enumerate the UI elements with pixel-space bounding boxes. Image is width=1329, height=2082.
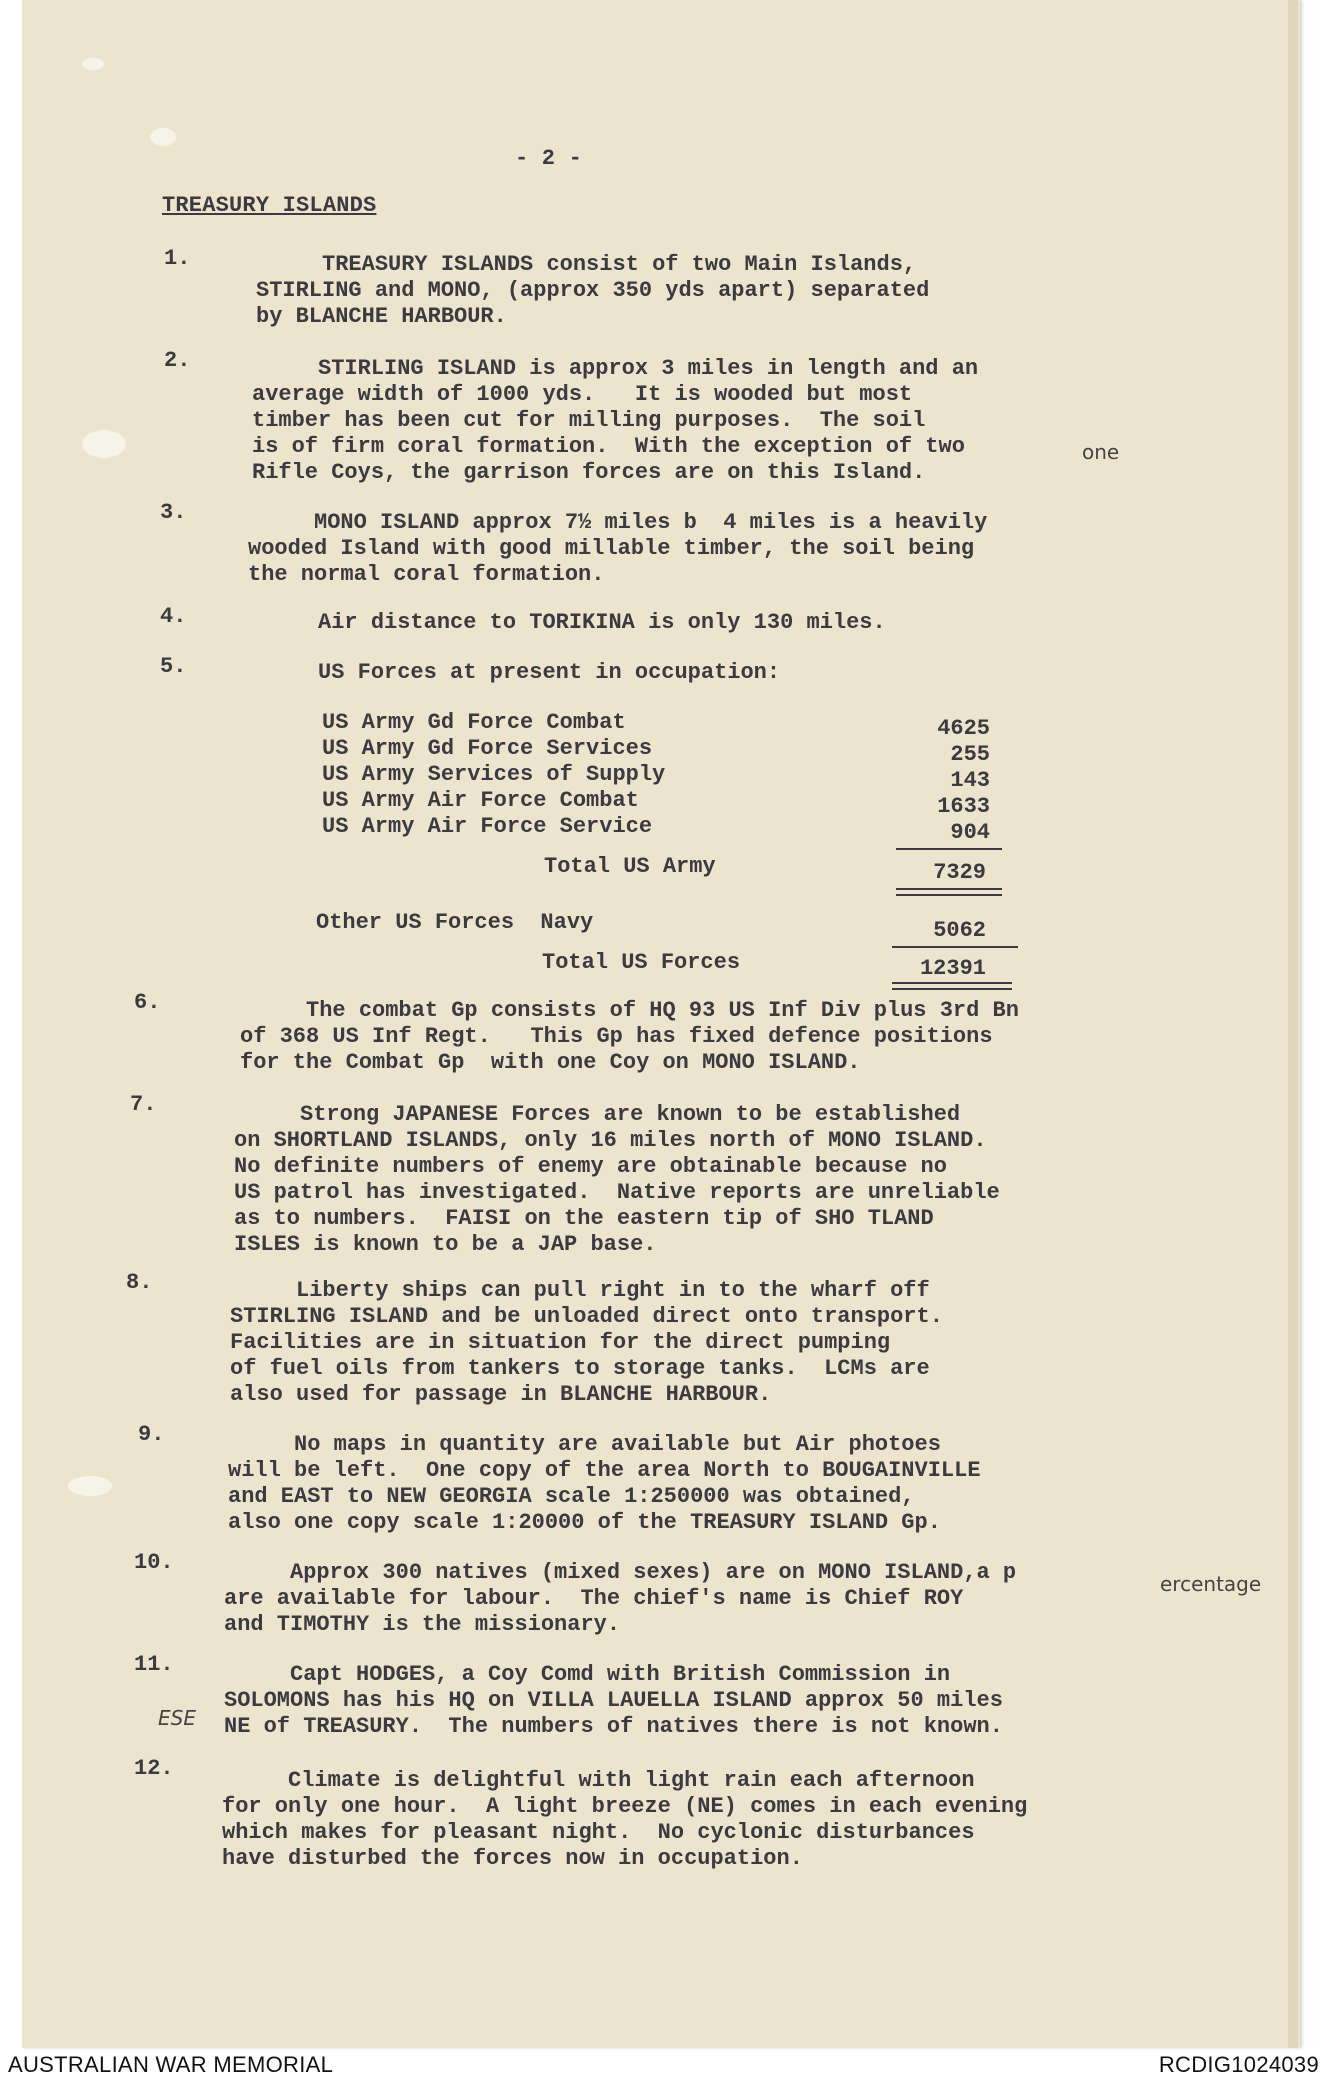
paragraph-number: 4. — [160, 604, 187, 629]
paragraph-line: of 368 US Inf Regt. This Gp has fixed defence positions — [240, 1024, 993, 1049]
paragraph-line: TREASURY ISLANDS consist of two Main Islands, — [256, 252, 917, 277]
paragraph-line: Strong JAPANESE Forces are known to be established — [234, 1102, 961, 1127]
paragraph-number: 12. — [134, 1756, 174, 1781]
total-forces-value: 12391 — [919, 956, 986, 981]
paragraph-line: also used for passage in BLANCHE HARBOUR. — [230, 1382, 772, 1407]
paragraph-line: No maps in quantity are available but Air photoes — [228, 1432, 941, 1457]
paragraph-line: for only one hour. A light breeze (NE) comes in each evening — [222, 1794, 1028, 1819]
paragraph-line: ISLES is known to be a JAP base. — [234, 1232, 657, 1257]
other-forces-label: Other US Forces Navy — [316, 910, 594, 935]
forces-row-label: US Army Gd Force Combat — [322, 710, 626, 735]
paragraph-line: STIRLING and MONO, (approx 350 yds apart) separated — [256, 278, 930, 303]
paragraph-line: will be left. One copy of the area North to BOUGAINVILLE — [228, 1458, 981, 1483]
page-number: - 2 - — [515, 146, 583, 171]
paragraph-line: US patrol has investigated. Native reports are unreliable — [234, 1180, 1000, 1205]
paper-blemish — [68, 1476, 112, 1496]
other-forces-value: 5062 — [933, 918, 986, 943]
section-heading: TREASURY ISLANDS — [162, 193, 377, 218]
paragraph-number: 1. — [164, 246, 191, 271]
forces-row-label: US Army Gd Force Services — [322, 736, 653, 761]
paragraph-number: 5. — [160, 654, 187, 679]
paragraph-line: Capt HODGES, a Coy Comd with British Commission in — [224, 1662, 951, 1687]
paper-blemish — [82, 58, 104, 70]
paragraph-line: No definite numbers of enemy are obtainable because no — [234, 1154, 947, 1179]
forces-row-value: 4625 — [937, 716, 990, 741]
total-rule — [892, 988, 1012, 990]
paragraph-line: wooded Island with good millable timber, the soil being — [248, 536, 975, 561]
forces-row-value: 143 — [950, 768, 990, 793]
total-army-value: 7329 — [933, 860, 986, 885]
paragraph-line: STIRLING ISLAND and be unloaded direct onto transport. — [230, 1304, 943, 1329]
paragraph-line: Approx 300 natives (mixed sexes) are on MONO ISLAND,a p — [224, 1560, 1017, 1585]
paragraph-line: SOLOMONS has his HQ on VILLA LAUELLA ISLAND approx 50 miles — [224, 1688, 1003, 1713]
forces-row-value: 255 — [950, 742, 990, 767]
subtotal-rule — [892, 946, 1018, 948]
paragraph-line: STIRLING ISLAND is approx 3 miles in length and an — [252, 356, 979, 381]
paragraph-line: NE of TREASURY. The numbers of natives there is not known. — [224, 1714, 1003, 1739]
paragraph-line: Climate is delightful with light rain each afternoon — [222, 1768, 975, 1793]
paragraph-line: have disturbed the forces now in occupation. — [222, 1846, 803, 1871]
paragraph-line: is of firm coral formation. With the exception of two — [252, 434, 965, 459]
paragraph-line: Facilities are in situation for the direct pumping — [230, 1330, 891, 1355]
page-edge — [1288, 0, 1298, 2048]
paragraph-line: are available for labour. The chief's name is Chief ROY — [224, 1586, 964, 1611]
total-army-label: Total US Army — [544, 854, 716, 879]
archive-reference: RCDIG1024039 — [1158, 2052, 1319, 2077]
paragraph-number: 8. — [126, 1270, 153, 1295]
forces-row-label: US Army Air Force Combat — [322, 788, 639, 813]
paragraph-line: of fuel oils from tankers to storage tanks. LCMs are — [230, 1356, 930, 1381]
handwritten-annotation: ESE — [158, 1706, 196, 1730]
paragraph-line: on SHORTLAND ISLANDS, only 16 miles north of MONO ISLAND. — [234, 1128, 987, 1153]
handwritten-annotation: one — [1082, 440, 1120, 464]
paragraph-line: also one copy scale 1:20000 of the TREASURY ISLAND Gp. — [228, 1510, 941, 1535]
paragraph-line: for the Combat Gp with one Coy on MONO ISLAND. — [240, 1050, 861, 1075]
paper-blemish — [82, 430, 126, 458]
paragraph-line: by BLANCHE HARBOUR. — [256, 304, 507, 329]
paragraph-number: 3. — [160, 500, 187, 525]
paragraph-number: 2. — [164, 348, 191, 373]
paragraph-line: Liberty ships can pull right in to the wharf off — [230, 1278, 930, 1303]
paragraph-line: MONO ISLAND approx 7½ miles b 4 miles is a heavily — [248, 510, 988, 535]
forces-row-label: US Army Air Force Service — [322, 814, 653, 839]
paper-blemish — [150, 128, 176, 146]
paragraph-line: which makes for pleasant night. No cyclonic disturbances — [222, 1820, 975, 1845]
paragraph-line: and EAST to NEW GEORGIA scale 1:250000 was obtained, — [228, 1484, 915, 1509]
paragraph-line: The combat Gp consists of HQ 93 US Inf Div plus 3rd Bn — [240, 998, 1019, 1023]
total-rule — [896, 888, 1002, 890]
total-rule — [896, 894, 1002, 896]
paragraph-number: 7. — [130, 1092, 157, 1117]
paragraph-line: Rifle Coys, the garrison forces are on this Island. — [252, 460, 926, 485]
paragraph-line: US Forces at present in occupation: — [252, 660, 781, 685]
forces-row-value: 904 — [950, 820, 990, 845]
paragraph-number: 6. — [134, 990, 161, 1015]
subtotal-rule — [896, 848, 1002, 850]
total-forces-label: Total US Forces — [542, 950, 741, 975]
paragraph-line: Air distance to TORIKINA is only 130 miles. — [252, 610, 886, 635]
paragraph-number: 11. — [134, 1652, 174, 1677]
paragraph-number: 10. — [134, 1550, 174, 1575]
paragraph-line: timber has been cut for milling purposes. The soil — [252, 408, 926, 433]
total-rule — [892, 982, 1012, 984]
paragraph-line: the normal coral formation. — [248, 562, 605, 587]
forces-row-label: US Army Services of Supply — [322, 762, 666, 787]
archive-credit: AUSTRALIAN WAR MEMORIAL — [8, 2052, 334, 2077]
forces-row-value: 1633 — [937, 794, 990, 819]
paragraph-number: 9. — [138, 1422, 165, 1447]
handwritten-annotation: ercentage — [1160, 1572, 1262, 1596]
paragraph-line: average width of 1000 yds. It is wooded but most — [252, 382, 913, 407]
paragraph-line: as to numbers. FAISI on the eastern tip of SHO TLAND — [234, 1206, 934, 1231]
paragraph-line: and TIMOTHY is the missionary. — [224, 1612, 621, 1637]
